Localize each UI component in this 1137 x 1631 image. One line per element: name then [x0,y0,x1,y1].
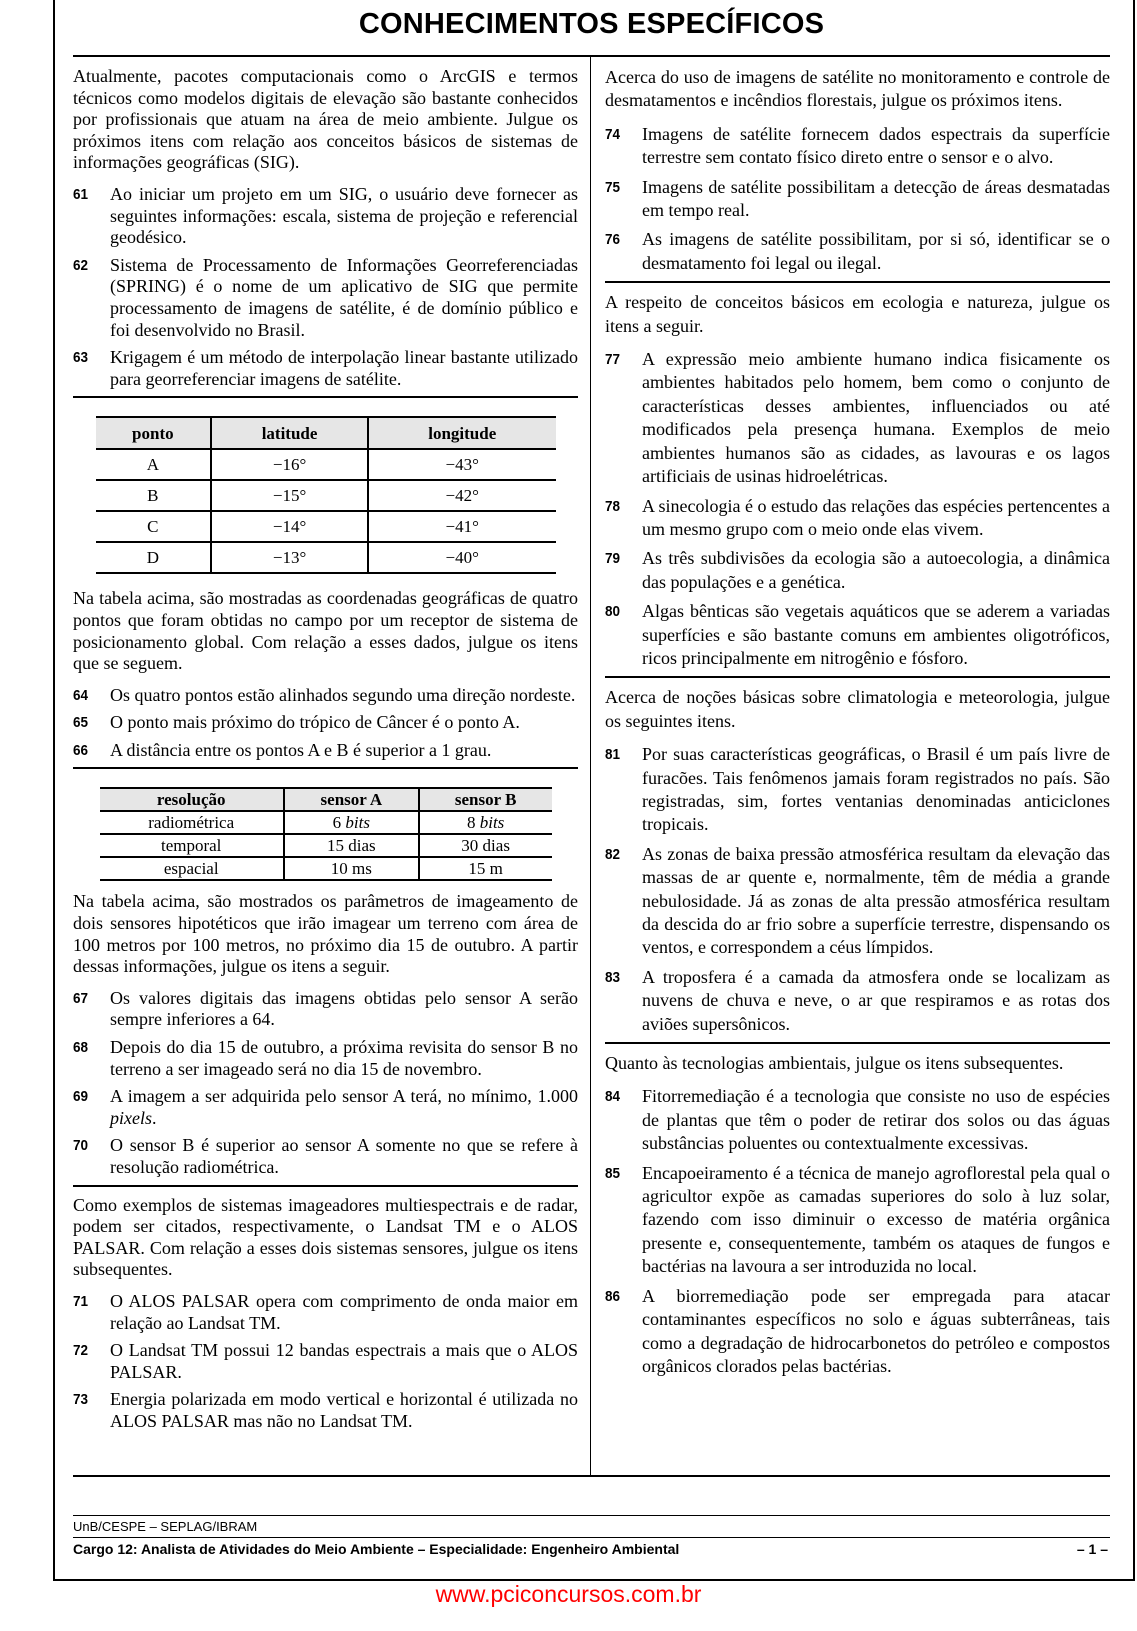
question-number: 71 [73,1292,89,1310]
table-cell: B [96,480,212,511]
question-number: 75 [605,178,621,196]
table-row [96,480,556,511]
question-text-body: A biorremediação pode ser empregada para atacar contaminantes específicos no solo e águas subterrâneas, tais como a degradação de hidrocarbonetos do petróleo e compostos orgânicos clorados pelas bactérias. [642,1285,1110,1376]
section-intro: Na tabela acima, são mostrados os parâmetros de imageamento de dois sensores hipotéticos que irão imagear um terreno com área de 100 metros por 100 metros, no próximo dia 15 de outubro. A partir dessas informações, julgue os itens a seguir. [73,891,578,977]
table-cell: temporal [100,834,284,857]
question-item [605,547,1110,594]
table-cell: C [96,511,212,542]
question-text [110,347,578,390]
question-text-body: Encapoeiramento é a técnica de manejo agroflorestal pela qual o agricultor expõe as camadas superiores do solo à luz solar, fazendo com isso diminuir o excesso de matéria orgânica presente e, consequentemente, também os ataques de fungos e bactérias na lavoura a ser introduzida no local. [642,1162,1110,1277]
right-column [605,66,1110,1384]
question-number: 68 [73,1039,89,1057]
question-number: 81 [605,746,621,764]
question-text-body: O ponto mais próximo do trópico de Câncer é o ponto A. [110,712,520,733]
question-item [73,1291,578,1334]
table-cell: espacial [100,857,284,880]
question-item [73,685,578,707]
data-table [96,416,556,574]
table-cell [419,811,552,834]
question-number: 82 [605,845,621,863]
question-text-body: Os valores digitais das imagens obtidas pelo sensor A serão sempre inferiores a 64. [110,987,578,1030]
question-item [605,176,1110,223]
question-number: 77 [605,351,621,369]
question-item [73,184,578,249]
question-item [73,988,578,1031]
section-divider [605,676,1110,678]
question-item [605,228,1110,275]
question-item [73,1389,578,1432]
question-text-body: A troposfera é a camada da atmosfera onde se localizam as nuvens de chuva e neve, o ar que respiramos e as rotas dos aviões supersônicos. [642,966,1110,1034]
question-text [642,600,1110,670]
question-text-body: Imagens de satélite possibilitam a detecção de áreas desmatadas em tempo real. [642,176,1110,221]
section-divider [73,396,578,398]
question-number: 70 [73,1137,89,1155]
table-cell: radiométrica [100,811,284,834]
question-text-body: A imagem a ser adquirida pelo sensor A terá, no mínimo, 1.000 [110,1086,578,1107]
question-text [110,988,578,1031]
question-text [642,966,1110,1036]
question-text [642,1085,1110,1155]
table-cell [284,811,419,834]
question-text-body: Os quatro pontos estão alinhados segundo uma direção nordeste. [110,684,576,705]
question-item [73,1340,578,1383]
question-item [605,743,1110,837]
table-cell: −43° [368,449,556,480]
question-text-tail: . [152,1107,157,1128]
section-divider [605,1042,1110,1044]
data-table [100,787,552,881]
table-cell: −16° [211,449,368,480]
question-item [605,1162,1110,1279]
table-row [96,542,556,573]
question-item [73,740,578,762]
question-number: 74 [605,125,621,143]
question-number: 83 [605,968,621,986]
question-number: 72 [73,1342,89,1360]
question-text-body: Depois do dia 15 de outubro, a próxima revisita do sensor B no terreno a ser imageado será no dia 15 de novembro. [110,1037,578,1079]
question-text [642,1162,1110,1279]
question-item [605,600,1110,670]
footer-divider [73,1515,1110,1516]
section-intro: Atualmente, pacotes computacionais como o ArcGIS e termos técnicos como modelos digitais de elevação são bastante conhecidos por profissionais que atuam na área de meio ambiente. Julgue os próximos itens com relação aos conceitos básicos de sistemas de informações geográficas (SIG). [73,66,578,173]
source-url-link[interactable]: www.pciconcursos.com.br [435,1581,702,1607]
question-text-body: O ALOS PALSAR opera com comprimento de onda maior em relação ao Landsat TM. [110,1290,578,1333]
question-text-body: Imagens de satélite fornecem dados espectrais da superfície terrestre sem contato físico direto entre o sensor e o alvo. [642,123,1110,168]
question-text-body: Ao iniciar um projeto em um SIG, o usuário deve fornecer as seguintes informações: escala, sistema de projeção e referencial geodésico. [110,183,578,248]
content-bottom-divider [73,1475,1110,1477]
table-header: latitude [211,417,368,449]
question-text [642,743,1110,837]
table-header: sensor B [419,788,552,811]
table-header: resolução [100,788,284,811]
section-divider [73,1185,578,1187]
question-text-body: A expressão meio ambiente humano indica fisicamente os ambientes habitados pelo homem, bem como o conjunto de características desses ambientes, influenciados ou até modificados pela presença humana. Exemplos de meio ambientes humanos são as cidades, as lavouras e os lagos artificiais de usinas hidroelétricas. [642,349,1110,487]
question-item [605,843,1110,960]
section-intro: Na tabela acima, são mostradas as coordenadas geográficas de quatro pontos que foram obtidas no campo por um receptor de sistema de posicionamento global. Com relação a esses dados, julgue os itens que se seguem. [73,588,578,674]
table-cell: 15 dias [284,834,419,857]
cell-value: 8 [466,812,480,832]
footer-divider [73,1537,1110,1538]
question-text [642,123,1110,170]
question-number: 78 [605,497,621,515]
table-cell: D [96,542,212,573]
question-text-body: Krigagem é um método de interpolação linear bastante utilizado para georreferenciar imagens de satélite. [110,347,578,389]
section-divider [73,767,578,769]
question-text [642,547,1110,594]
column-divider [590,57,591,1476]
question-text [110,712,578,734]
page-number: – 1 – [1076,1541,1108,1557]
cell-unit: bits [345,812,370,832]
question-text-body: A sinecologia é o estudo das relações das espécies pertencentes a um mesmo grupo com o meio onde elas vivem. [642,495,1110,539]
left-column [73,66,578,1439]
question-number: 86 [605,1287,621,1305]
question-text-body: As imagens de satélite possibilitam, por si só, identificar se o desmatamento foi legal ou ilegal. [642,229,1110,273]
question-text [110,1037,578,1080]
question-item [605,495,1110,542]
question-item [73,255,578,341]
question-text-body: Energia polarizada em modo vertical e horizontal é utilizada no ALOS PALSAR mas não no Landsat TM. [110,1389,578,1431]
question-number: 61 [73,185,89,203]
section-divider [605,281,1110,283]
question-text-body: O Landsat TM possui 12 bandas espectrais a mais que o ALOS PALSAR. [110,1340,578,1382]
cell-unit: bits [479,812,505,832]
question-number: 66 [73,741,89,759]
question-text-body: As três subdivisões da ecologia são a autoecologia, a dinâmica das populações e a genética. [642,548,1110,592]
question-text [110,255,578,341]
question-text [110,1389,578,1432]
table-row [96,511,556,542]
question-text [110,685,578,707]
question-number: 80 [605,603,621,621]
page-title: CONHECIMENTOS ESPECÍFICOS [358,8,825,40]
table-cell: A [96,449,212,480]
question-text-body: Fitorremediação é a tecnologia que consiste no uso de espécies de plantas que têm o poder de retirar dos solos ou das águas substâncias poluentes ou contextualmente excessivas. [642,1086,1110,1154]
question-item [605,1285,1110,1379]
table-header: longitude [368,417,556,449]
question-item [73,712,578,734]
table-cell: −13° [211,542,368,573]
section-intro: A respeito de conceitos básicos em ecologia e natureza, julgue os itens a seguir. [605,292,1110,336]
table-row [100,857,552,880]
question-text [642,495,1110,542]
section-intro: Acerca do uso de imagens de satélite no monitoramento e controle de desmatamentos e incêndios florestais, julgue os próximos itens. [605,67,1110,111]
footer-cargo: Cargo 12: Analista de Atividades do Meio Ambiente – Especialidade: Engenheiro Ambiental [73,1541,680,1557]
table-row [96,449,556,480]
question-text [642,348,1110,488]
question-item [605,348,1110,488]
question-number: 67 [73,989,89,1007]
table-cell: −40° [368,542,556,573]
question-text-body: A distância entre os pontos A e B é superior a 1 grau. [110,739,492,760]
table-cell: −14° [211,511,368,542]
question-text [642,843,1110,960]
table-row [100,811,552,834]
question-text-body: O sensor B é superior ao sensor A somente no que se refere à resolução radiométrica. [110,1135,578,1177]
table-cell: 10 ms [284,857,419,880]
question-item [73,1135,578,1178]
table-header: sensor A [284,788,419,811]
question-item [73,1037,578,1080]
question-text [110,184,578,249]
question-number: 79 [605,550,621,568]
table-cell: −15° [211,480,368,511]
question-text-italic: pixels [110,1107,152,1128]
question-text-body: Sistema de Processamento de Informações Georreferenciadas (SPRING) é o nome de um aplicativo de SIG que permite processamento de imagens de satélite, é de domínio público e foi desenvolvido no Brasil. [110,254,578,340]
question-item [605,966,1110,1036]
question-number: 63 [73,349,89,367]
question-item [605,1085,1110,1155]
table-row [100,834,552,857]
question-item [73,347,578,390]
question-number: 62 [73,256,89,274]
title-divider [73,55,1110,57]
question-number: 85 [605,1164,621,1182]
question-text [110,740,578,762]
question-text-body: Algas bênticas são vegetais aquáticos que se aderem a variadas superfícies e são bastante comuns em ambientes oligotróficos, ricos principalmente em nitrogênio e fósforo. [642,601,1110,668]
section-intro: Acerca de noções básicas sobre climatologia e meteorologia, julgue os seguintes itens. [605,687,1110,731]
question-number: 73 [73,1391,89,1409]
question-text [642,176,1110,223]
question-number: 64 [73,686,89,704]
footer-organization: UnB/CESPE – SEPLAG/IBRAM [73,1519,258,1534]
question-number: 76 [605,231,621,249]
table-cell: −42° [368,480,556,511]
table-cell: 30 dias [419,834,552,857]
question-text [110,1135,578,1178]
question-text-body: As zonas de baixa pressão atmosférica resultam da elevação das massas de ar quente e, normalmente, têm de média a grande nebulosidade. Já as zonas de alta pressão atmosférica resultam da descida do ar frio sobre a superfície terrestre, dispensando os ventos, e correspondem a céus límpidos. [642,843,1110,958]
question-text [110,1340,578,1383]
table-cell: 15 m [419,857,552,880]
cell-value: 6 [332,812,346,832]
question-number: 69 [73,1088,89,1106]
question-text [642,1285,1110,1379]
question-item [605,123,1110,170]
question-number: 84 [605,1088,621,1106]
question-text [642,228,1110,275]
question-text [110,1291,578,1334]
table-header: ponto [96,417,212,449]
question-text [110,1086,578,1129]
section-intro: Quanto às tecnologias ambientais, julgue os itens subsequentes. [605,1053,1064,1074]
question-text-body: Por suas características geográficas, o Brasil é um país livre de furacões. Tais fenômenos jamais foram registrados no país. São registradas, sim, fortes ventanias denominadas anticiclones tropicais. [642,744,1110,835]
question-item [73,1086,578,1129]
question-number: 65 [73,714,89,732]
table-cell: −41° [368,511,556,542]
section-intro: Como exemplos de sistemas imageadores multiespectrais e de radar, podem ser citados, respectivamente, o Landsat TM e o ALOS PALSAR. Com relação a esses dois sistemas sensores, julgue os itens subsequentes. [73,1194,578,1280]
